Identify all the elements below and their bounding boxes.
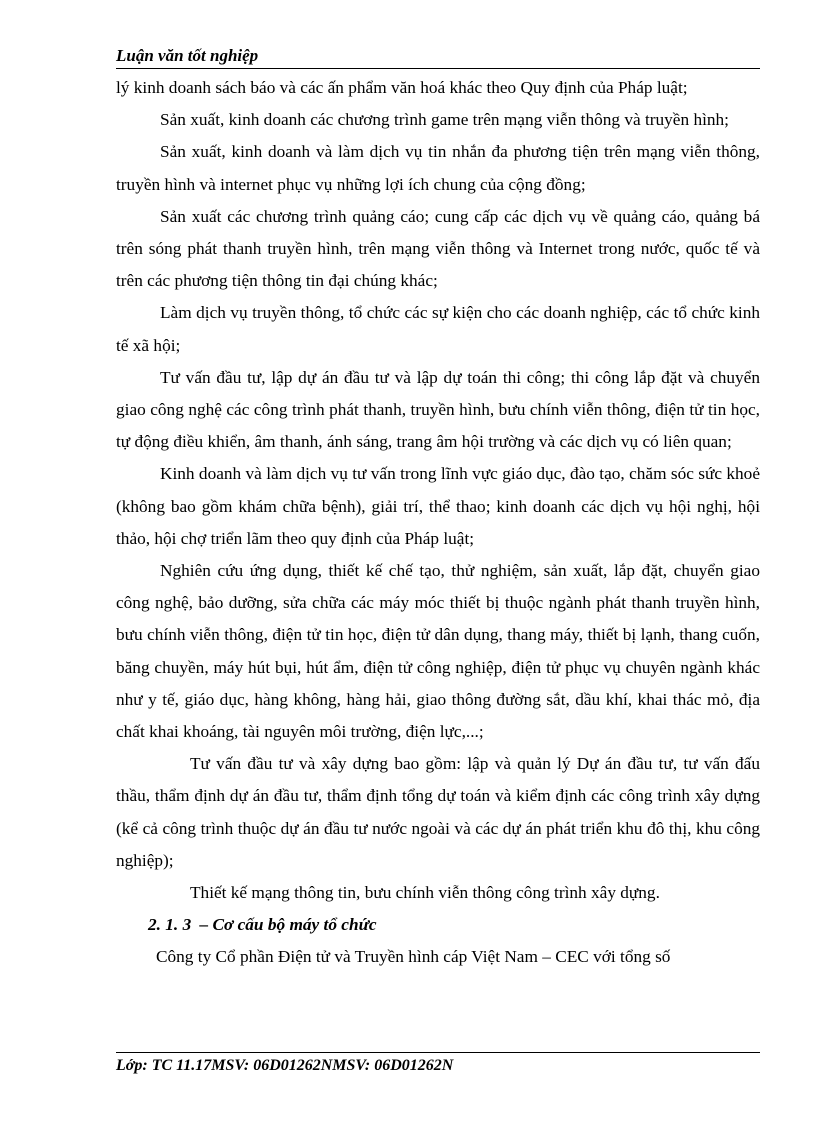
paragraph-7: Kinh doanh và làm dịch vụ tư vấn trong lĩnh vực giáo dục, đào tạo, chăm sóc sức khoẻ (không bao gồm khám chữa bệnh), giải trí, thể thao; kinh doanh các dịch vụ hội nghị, hội thảo, hội chợ triển lãm theo quy định của Pháp luật;	[116, 464, 760, 548]
section-number: 2. 1. 3	[148, 915, 192, 935]
section-heading	[116, 909, 760, 941]
section-title: – Cơ cấu bộ máy tổ chức	[199, 915, 377, 935]
header-rule	[116, 68, 760, 69]
paragraph-2: Sản xuất, kinh doanh các chương trình game trên mạng viễn thông và truyền hình;	[160, 110, 729, 130]
paragraph-6: Tư vấn đầu tư, lập dự án đầu tư và lập dự toán thi công; thi công lắp đặt và chuyển giao công nghệ các công trình phát thanh, truyền hình, bưu chính viễn thông, điện tử tin học, tự động điều khiển, âm thanh, ánh sáng, trang âm hội trường và các dịch vụ có liên quan;	[116, 367, 760, 452]
paragraph-10: Thiết kế mạng thông tin, bưu chính viễn thông công trình xây dựng.	[190, 883, 660, 903]
paragraph-5: Làm dịch vụ truyền thông, tổ chức các sự kiện cho các doanh nghiệp, các tổ chức kinh tế xã hội;	[116, 303, 760, 355]
header-title: Luận văn tốt nghiệp	[116, 46, 259, 65]
paragraph-4: Sản xuất các chương trình quảng cáo; cung cấp các dịch vụ về quảng cáo, quảng bá trên sóng phát thanh truyền hình, trên mạng viễn thông và Internet trong nước, quốc tế và trên các phương tiện thông tin đại chúng khác;	[116, 206, 760, 291]
footer-text: Lớp: TC 11.17MSV: 06D01262NMSV: 06D01262N	[116, 1057, 454, 1074]
paragraph-8: Nghiên cứu ứng dụng, thiết kế chế tạo, thử nghiệm, sản xuất, lắp đặt, chuyển giao công nghệ, bảo dưỡng, sửa chữa các máy móc thiết bị thuộc ngành phát thanh truyền hình, bưu chính viễn thông, điện tử tin học, điện tử dân dụng, thang máy, thiết bị lạnh, thang cuốn, băng chuyền, máy hút bụi, hút ẩm, điện tử công nghiệp, điện tử phục vụ chuyên ngành khác như y tế, giáo dục, hàng không, hàng hải, giao thông đường sắt, dầu khí, khai thác mỏ, địa chất khai khoáng, tài nguyên môi trường, điện lực,...;	[116, 561, 760, 742]
footer-rule	[116, 1052, 760, 1053]
paragraph-3: Sản xuất, kinh doanh và làm dịch vụ tin nhắn đa phương tiện trên mạng viễn thông, truyền hình và internet phục vụ những lợi ích chung của cộng đồng;	[116, 142, 760, 194]
paragraph-9: Tư vấn đầu tư và xây dựng bao gồm: lập và quản lý Dự án đầu tư, tư vấn đấu thầu, thẩm định dự án đầu tư, thẩm định tổng dự toán và kiểm định các công trình xây dựng (kể cả công trình thuộc dự án đầu tư nước ngoài và các dự án phát triển khu đô thị, khu công nghiệp);	[116, 754, 760, 870]
closing-line: Công ty Cổ phần Điện tử và Truyền hình cáp Việt Nam – CEC với tổng số	[156, 947, 671, 967]
document-body	[116, 72, 760, 974]
paragraph-1: lý kinh doanh sách báo và các ấn phẩm văn hoá khác theo Quy định của Pháp luật;	[116, 78, 688, 97]
